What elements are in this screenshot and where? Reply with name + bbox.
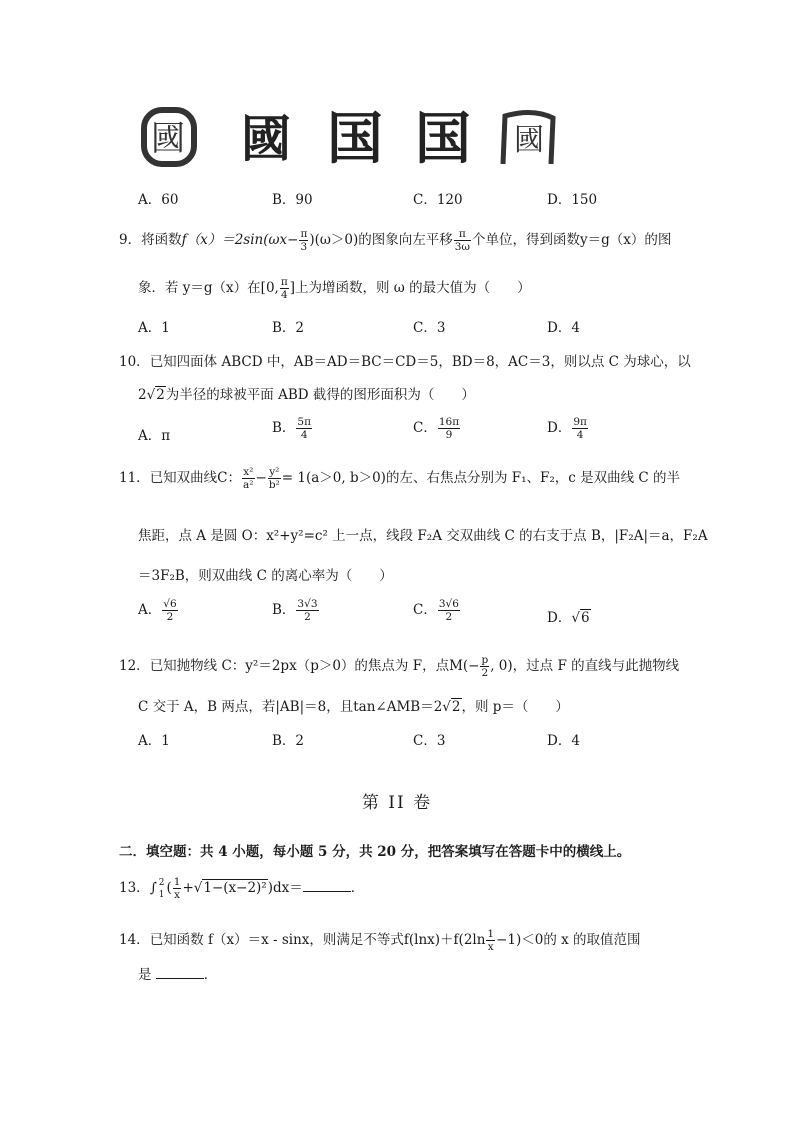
q8-option-b[interactable]: B．90	[272, 192, 313, 208]
q11-option-d[interactable]: D．√6	[547, 610, 590, 626]
sqrt-icon: √	[445, 598, 453, 610]
q10-line-2: 2√2为半径的球被平面 ABD 截得的图形面积为（ ）	[138, 387, 475, 403]
q9-line-1: 9．将函数f（x）＝2sin(ωx− $\frac{\pi}{3}$ )(ω＞0)的图象向左平移 $\frac{\pi}{3\omega}$ 个单位，得到函数y＝g（x）的图	[119, 228, 672, 253]
q9-shift-fraction: $\frac{\pi}{3\omega}$	[454, 228, 470, 253]
q11-x-fraction: $\frac{\text{x²}}{\text{a²}}$	[243, 466, 254, 491]
q12-option-b[interactable]: B．2	[272, 733, 305, 749]
q11-line-1: 11．已知双曲线C： $\frac{\text{x²}}{\text{a²}}$ − $\frac{\text{y²}}{\text{b²}}$ = 1(a＞0, b＞0)的左、右焦点分别为 F₁、F₂，c 是双曲线 C 的半	[119, 466, 681, 491]
q8-option-d[interactable]: D．150	[547, 192, 598, 208]
glyph-3-image	[318, 104, 393, 170]
q13-line: 13．∫ 2 1 ( $\frac{1}{x}$ +√1−(x−2)²)dx＝ ．	[119, 876, 365, 901]
q9-interval-fraction: $\frac{\pi}{4}$	[280, 276, 288, 301]
integral-icon: ∫	[149, 880, 157, 896]
glyph-2-image	[233, 104, 303, 170]
q12-option-c[interactable]: C．3	[413, 733, 446, 749]
glyph-5-image	[493, 104, 563, 170]
glyph-1-char: 國	[151, 119, 185, 159]
q12-option-d[interactable]: D．4	[547, 733, 580, 749]
sqrt-icon: √	[571, 610, 580, 626]
glyph-1-image	[138, 104, 208, 170]
q10-option-c[interactable]: C． $\frac{16\pi}{9}$	[413, 416, 460, 441]
q10-line-1: 10．已知四面体 ABCD 中，AB＝AD＝BC＝CD＝5，BD＝8，AC＝3，则以点 C 为球心，以	[119, 354, 691, 370]
sqrt-icon: √	[163, 598, 170, 610]
sqrt-icon: √	[193, 880, 203, 896]
q11-y-fraction: $\frac{\text{y²}}{\text{b²}}$	[268, 466, 280, 491]
q12-option-a[interactable]: A．1	[138, 733, 170, 749]
q8-option-c[interactable]: C．120	[413, 192, 463, 208]
q14-fraction: $\frac{1}{x}$	[487, 928, 495, 953]
q9-option-b[interactable]: B．2	[272, 320, 305, 336]
glyph-4-char: 国	[415, 106, 471, 170]
section-title: 第 II 卷	[361, 793, 433, 813]
q14-answer-blank[interactable]	[156, 966, 204, 979]
q11-line-2: 焦距，点 A 是圆 O：x²+y²=c² 上一点，线段 F₂A 交双曲线 C 的右支于点 B，|F₂A|＝a，F₂A	[138, 528, 708, 544]
glyph-3-char: 国	[327, 106, 383, 170]
q11-line-3: ＝3F₂B，则双曲线 C 的离心率为（ ）	[138, 568, 393, 584]
sqrt-icon: √	[304, 598, 311, 610]
q13-fraction: $\frac{1}{x}$	[173, 876, 181, 901]
q9-option-c[interactable]: C．3	[413, 320, 446, 336]
sqrt-icon: √	[146, 387, 156, 403]
q14-line-1: 14．已知函数 f（x）＝x - sinx，则满足不等式f(lnx)＋f(2ln $\frac{1}{x}$ −1)＜0的 x 的取值范围	[119, 928, 641, 953]
q10-option-b[interactable]: B． $\frac{5\pi}{4}$	[272, 416, 312, 441]
q13-limits: 2 1	[158, 877, 165, 900]
q9-option-d[interactable]: D．4	[547, 320, 580, 336]
q11-option-c[interactable]: C． $\frac{3√6}{2}$	[413, 598, 459, 623]
glyph-5-char: 國	[514, 123, 544, 158]
q9-option-a[interactable]: A．1	[138, 320, 170, 336]
q12-p-fraction: $\frac{p}{2}$	[481, 654, 489, 679]
q10-option-d[interactable]: D． $\frac{9\pi}{4}$	[547, 416, 587, 441]
q11-option-b[interactable]: B． $\frac{3√3}{2}$	[272, 598, 318, 623]
q8-figure	[138, 104, 558, 170]
q9-line-2: 象．若 y＝g（x）在[0, $\frac{\pi}{4}$ ]上为增函数，则 ω 的最大值为（ ）	[138, 276, 531, 301]
glyph-4-image	[406, 104, 481, 170]
q9-phase-fraction: $\frac{\pi}{3}$	[300, 228, 308, 253]
glyph-2-char: 國	[241, 109, 291, 168]
q14-line-2: 是 ．	[138, 967, 218, 983]
q10-option-a[interactable]: A．π	[138, 428, 171, 444]
q8-option-a[interactable]: A．60	[138, 192, 179, 208]
q11-option-a[interactable]: A． $\frac{√6}{2}$	[138, 598, 177, 623]
q12-line-1: 12．已知抛物线 C：y²＝2px（p＞0）的焦点为 F，点M(− $\frac{p}{2}$ , 0)，过点 F 的直线与此抛物线	[119, 654, 680, 679]
sqrt-icon: √	[442, 699, 451, 715]
section-heading: 二．填空题：共 4 小题，每小题 5 分，共 20 分，把答案填写在答题卡中的横线上。	[119, 844, 631, 860]
q12-line-2: C 交于 A，B 两点，若|AB|＝8，且tan∠AMB＝2√2，则 p＝（ ）	[138, 699, 569, 715]
q13-answer-blank[interactable]	[303, 879, 351, 892]
